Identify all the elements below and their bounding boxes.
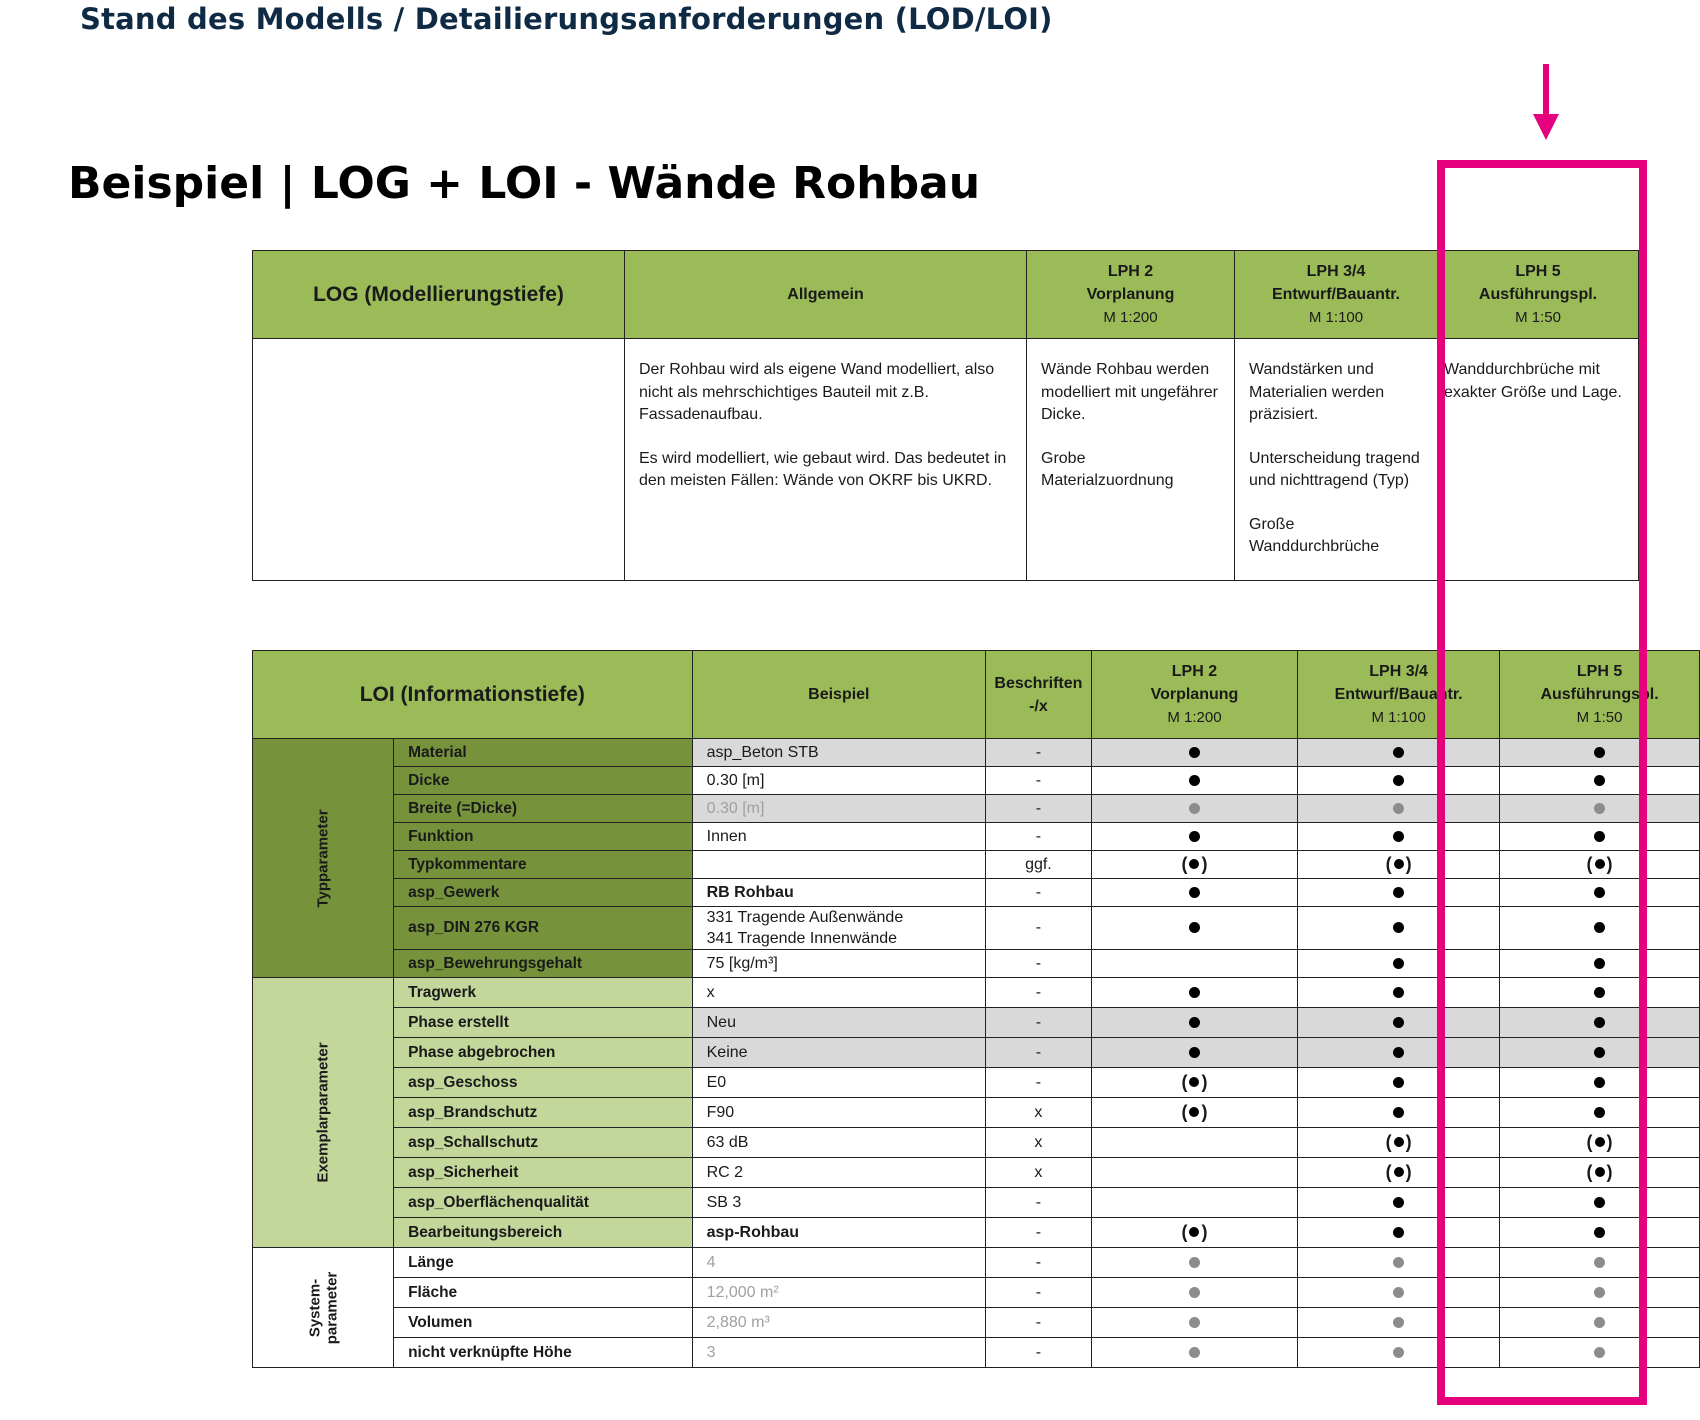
gray-dot-icon: [1189, 1287, 1200, 1298]
param-name: Material: [394, 739, 693, 767]
label-value: -: [986, 907, 1092, 950]
example-value: E0: [692, 1068, 985, 1098]
log-lph34-text: [1235, 339, 1438, 581]
dot-icon: [1189, 987, 1200, 998]
phase-scale: M 1:100: [1371, 709, 1426, 726]
label-value: -: [986, 1218, 1092, 1248]
lph2-mark: [1091, 1098, 1297, 1128]
param-name: Phase abgebrochen: [394, 1038, 693, 1068]
dot-icon: [1393, 922, 1404, 933]
paragraph: Der Rohbau wird als eigene Wand modelliert, also nicht als mehrschichtiges Bauteil mit z.B. Fassadenaufbau.: [639, 361, 995, 423]
example-value: [692, 851, 985, 879]
dot-icon: [1393, 1197, 1404, 1208]
loi-header-lph2: [1091, 651, 1297, 739]
dot-icon: [1393, 1047, 1404, 1058]
phase-scale: M 1:200: [1167, 709, 1222, 726]
phase-scale: M 1:200: [1103, 309, 1158, 326]
log-general-text: [625, 339, 1027, 581]
phase-sub: Ausführungspl.: [1540, 686, 1659, 703]
paragraph: Wanddurchbrüche mit exakter Größe und Lage.: [1444, 361, 1622, 401]
optional-dot-icon: ( ): [1385, 1162, 1412, 1182]
label-value: -: [986, 823, 1092, 851]
label-value: -: [986, 795, 1092, 823]
dot-icon: [1393, 987, 1404, 998]
dot-icon: [1393, 958, 1404, 969]
loi-header-label: [986, 651, 1092, 739]
phase-name: LPH 2: [1107, 263, 1154, 280]
dot-icon: [1189, 887, 1200, 898]
param-name: asp_Schallschutz: [394, 1128, 693, 1158]
log-header-title: LOG (Modellierungstiefe): [253, 251, 625, 339]
example-value: x: [692, 978, 985, 1008]
phase-scale: M 1:50: [1576, 709, 1623, 726]
lph2-mark: [1091, 907, 1297, 950]
paragraph: Große Wanddurchbrüche: [1249, 515, 1380, 555]
example-value: Neu: [692, 1008, 985, 1038]
gray-dot-icon: [1189, 1257, 1200, 1268]
label-value: -: [986, 1338, 1092, 1368]
gray-dot-icon: [1189, 1347, 1200, 1358]
lph2-mark: [1091, 851, 1297, 879]
param-name: Fläche: [394, 1278, 693, 1308]
phase-sub: Entwurf/Bauantr.: [1334, 686, 1463, 703]
dot-icon: [1393, 775, 1404, 786]
lph2-mark: [1091, 1218, 1297, 1248]
lph2-mark: [1091, 767, 1297, 795]
example-value: Keine: [692, 1038, 985, 1068]
example-value: F90: [692, 1098, 985, 1128]
dot-icon: [1393, 1107, 1404, 1118]
loi-header-example: Beispiel: [692, 651, 985, 739]
dot-icon: [1393, 1227, 1404, 1238]
group-exemplarparameter: [253, 978, 394, 1248]
lph2-mark: [1091, 1248, 1297, 1278]
phase-sub: Vorplanung: [1086, 286, 1175, 303]
label-value: ggf.: [986, 851, 1092, 879]
gray-dot-icon: [1393, 1287, 1404, 1298]
log-table: [252, 250, 1639, 581]
dot-icon: [1189, 831, 1200, 842]
group-typparameter: [253, 739, 394, 978]
example-value: 4: [692, 1248, 985, 1278]
label-value: -: [986, 879, 1092, 907]
group-systemparameter: [253, 1248, 394, 1368]
label-value: -: [986, 978, 1092, 1008]
dot-icon: [1189, 1047, 1200, 1058]
param-name: Volumen: [394, 1308, 693, 1338]
gray-dot-icon: [1189, 1317, 1200, 1328]
example-value: 3: [692, 1338, 985, 1368]
dot-icon: [1189, 775, 1200, 786]
lph2-mark: [1091, 1068, 1297, 1098]
arrow-down-icon: [1531, 64, 1561, 142]
param-name: asp_Brandschutz: [394, 1098, 693, 1128]
gray-dot-icon: [1393, 803, 1404, 814]
paragraph: Wandstärken und Materialien werden präzisiert.: [1249, 361, 1385, 423]
param-name: Tragwerk: [394, 978, 693, 1008]
label-col-line2: -/x: [1029, 697, 1048, 715]
lph2-mark: [1091, 1158, 1297, 1188]
phase-name: LPH 3/4: [1369, 663, 1428, 680]
param-name: asp_Bewehrungsgehalt: [394, 950, 693, 978]
param-name: Breite (=Dicke): [394, 795, 693, 823]
log-content-row: [253, 339, 1639, 581]
label-value: -: [986, 1248, 1092, 1278]
phase-sub: Ausführungspl.: [1478, 286, 1598, 303]
optional-dot-icon: ( ): [1181, 854, 1208, 874]
param-name: Typkommentare: [394, 851, 693, 879]
example-value: asp-Rohbau: [692, 1218, 985, 1248]
dot-icon: [1393, 831, 1404, 842]
dot-icon: [1189, 747, 1200, 758]
param-name: asp_Geschoss: [394, 1068, 693, 1098]
lph2-mark: [1091, 1008, 1297, 1038]
param-name: Bearbeitungsbereich: [394, 1218, 693, 1248]
log-lph2-text: [1027, 339, 1235, 581]
label-value: -: [986, 1278, 1092, 1308]
page-title: Beispiel | LOG + LOI - Wände Rohbau: [68, 158, 981, 209]
optional-dot-icon: ( ): [1586, 1162, 1613, 1182]
optional-dot-icon: ( ): [1385, 1132, 1412, 1152]
param-name: Länge: [394, 1248, 693, 1278]
optional-dot-icon: ( ): [1586, 1132, 1613, 1152]
lph2-mark: [1091, 1308, 1297, 1338]
optional-dot-icon: ( ): [1586, 854, 1613, 874]
supertitle: Stand des Modells / Detailierungsanforderungen (LOD/LOI): [80, 2, 1053, 36]
param-name: asp_Oberflächenqualität: [394, 1188, 693, 1218]
dot-icon: [1393, 1077, 1404, 1088]
lph5-highlight-frame: [1437, 160, 1647, 1405]
label-value: -: [986, 1068, 1092, 1098]
label-value: x: [986, 1098, 1092, 1128]
label-col-line1: Beschriften: [994, 674, 1083, 692]
log-header-lph2: [1027, 251, 1235, 339]
paragraph: Wände Rohbau werden modelliert mit ungefährer Dicke.: [1041, 361, 1218, 423]
label-value: -: [986, 1038, 1092, 1068]
phase-name: LPH 5: [1515, 263, 1561, 280]
label-value: x: [986, 1158, 1092, 1188]
phase-name: LPH 2: [1171, 663, 1218, 680]
optional-dot-icon: ( ): [1181, 1102, 1208, 1122]
log-empty-cell: [253, 339, 625, 581]
example-value: RB Rohbau: [692, 879, 985, 907]
dot-icon: [1189, 922, 1200, 933]
phase-scale: M 1:100: [1308, 309, 1364, 326]
phase-name: LPH 3/4: [1306, 263, 1366, 280]
group-label: Exemplarparameter: [314, 1042, 332, 1183]
optional-dot-icon: ( ): [1385, 854, 1412, 874]
paragraph: Grobe Materialzuordnung: [1041, 449, 1174, 489]
param-name: asp_DIN 276 KGR: [394, 907, 693, 950]
log-header-row: [253, 251, 1639, 339]
param-name: asp_Sicherheit: [394, 1158, 693, 1188]
lph2-mark: [1091, 879, 1297, 907]
phase-scale: M 1:50: [1515, 309, 1561, 326]
gray-dot-icon: [1393, 1347, 1404, 1358]
example-value: 0.30 [m]: [692, 767, 985, 795]
log-header-general: Allgemein: [625, 251, 1027, 339]
lph2-mark: [1091, 1338, 1297, 1368]
gray-dot-icon: [1189, 803, 1200, 814]
lph2-mark: [1091, 950, 1297, 978]
label-value: -: [986, 950, 1092, 978]
label-value: -: [986, 1188, 1092, 1218]
label-value: -: [986, 767, 1092, 795]
paragraph: Es wird modelliert, wie gebaut wird. Das bedeutet in den meisten Fällen: Wände von OKRF bis UKRD.: [639, 449, 1007, 489]
group-label: Typparameter: [314, 808, 332, 908]
label-value: x: [986, 1128, 1092, 1158]
label-value: -: [986, 1008, 1092, 1038]
label-value: -: [986, 1308, 1092, 1338]
lph2-mark: [1091, 739, 1297, 767]
param-name: Phase erstellt: [394, 1008, 693, 1038]
example-value: 0.30 [m]: [692, 795, 985, 823]
gray-dot-icon: [1393, 1317, 1404, 1328]
example-value: Innen: [692, 823, 985, 851]
dot-icon: [1189, 1017, 1200, 1028]
group-label: System- parameter: [306, 1271, 341, 1344]
example-value: 63 dB: [692, 1128, 985, 1158]
optional-dot-icon: ( ): [1181, 1222, 1208, 1242]
lph2-mark: [1091, 1278, 1297, 1308]
example-value: asp_Beton STB: [692, 739, 985, 767]
gray-dot-icon: [1393, 1257, 1404, 1268]
example-value: 12,000 m²: [692, 1278, 985, 1308]
paragraph: Unterscheidung tragend und nichttragend (Typ): [1249, 449, 1420, 489]
loi-header-title: LOI (Informationstiefe): [253, 651, 693, 739]
lph2-mark: [1091, 795, 1297, 823]
param-name: asp_Gewerk: [394, 879, 693, 907]
param-name: Dicke: [394, 767, 693, 795]
log-header-lph34: [1235, 251, 1438, 339]
param-name: nicht verknüpfte Höhe: [394, 1338, 693, 1368]
dot-icon: [1393, 747, 1404, 758]
lph2-mark: [1091, 823, 1297, 851]
optional-dot-icon: ( ): [1181, 1072, 1208, 1092]
example-value: 331 Tragende Außenwände 341 Tragende Innenwände: [692, 907, 985, 950]
phase-sub: Vorplanung: [1150, 686, 1239, 703]
label-value: -: [986, 739, 1092, 767]
phase-sub: Entwurf/Bauantr.: [1271, 286, 1400, 303]
param-name: Funktion: [394, 823, 693, 851]
phase-name: LPH 5: [1576, 663, 1623, 680]
example-value: 2,880 m³: [692, 1308, 985, 1338]
example-value: RC 2: [692, 1158, 985, 1188]
lph2-mark: [1091, 1188, 1297, 1218]
lph2-mark: [1091, 978, 1297, 1008]
lph2-mark: [1091, 1128, 1297, 1158]
lph2-mark: [1091, 1038, 1297, 1068]
dot-icon: [1393, 1017, 1404, 1028]
dot-icon: [1393, 887, 1404, 898]
example-value: 75 [kg/m³]: [692, 950, 985, 978]
example-value: SB 3: [692, 1188, 985, 1218]
